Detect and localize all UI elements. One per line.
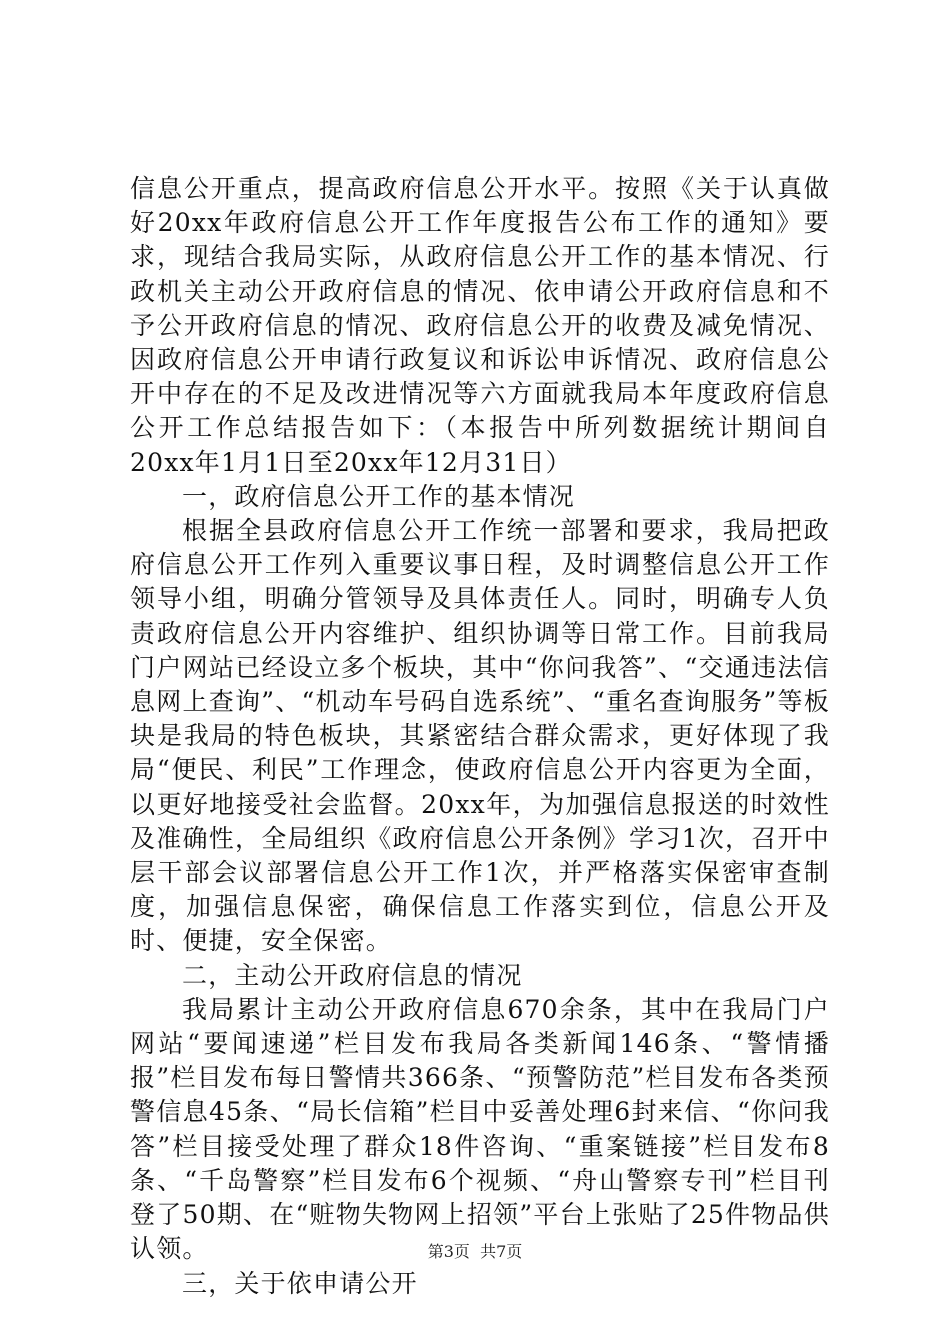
- page-footer: [0, 1242, 950, 1262]
- section-heading-1: 一，政府信息公开工作的基本情况: [182, 481, 576, 511]
- document-body: [130, 172, 830, 1301]
- paragraph-section-2: 我局累计主动公开政府信息670余条，其中在我局门户网站“要闻速递”栏目发布我局各类新闻146条、“警情播报”栏目发布每日警情共366条、“预警防范”栏目发布各类预警信息45条、“局长信箱”栏目中妥善处理6封来信、“你问我答”栏目接受处理了群众18件咨询、“重案链接”栏目发布8条、“千岛警察”栏目发布6个视频、“舟山警察专刊”栏目刊登了50期、在“赃物失物网上招领”平台上张贴了25件物品供认领。: [130, 994, 830, 1264]
- paragraph-section-1: 根据全县政府信息公开工作统一部署和要求，我局把政府信息公开工作列入重要议事日程，及时调整信息公开工作领导小组，明确分管领导及具体责任人。同时，明确专人负责政府信息公开内容维护、组织协调等日常工作。目前我局门户网站已经设立多个板块，其中“你问我答”、“交通违法信息网上查询”、“机动车号码自选系统”、“重名查询服务”等板块是我局的特色板块，其紧密结合群众需求，更好体现了我局“便民、利民”工作理念，使政府信息公开内容更为全面，以更好地接受社会监督。20xx年，为加强信息报送的时效性及准确性，全局组织《政府信息公开条例》学习1次，召开中层干部会议部署信息公开工作1次，并严格落实保密审查制度，加强信息保密，确保信息工作落实到位，信息公开及时、便捷，安全保密。: [130, 516, 830, 956]
- page-number: 第3页 共7页: [427, 1242, 523, 1261]
- section-heading-3: 三，关于依申请公开: [182, 1268, 418, 1298]
- section-heading-2: 二，主动公开政府信息的情况: [182, 960, 523, 990]
- paragraph-intro-continued: 信息公开重点，提高政府信息公开水平。按照《关于认真做好20xx年政府信息公开工作年度报告公布工作的通知》要求，现结合我局实际，从政府信息公开工作的基本情况、行政机关主动公开政府信息的情况、依申请公开政府信息和不予公开政府信息的情况、政府信息公开的收费及减免情况、因政府信息公开申请行政复议和诉讼申诉情况、政府信息公开中存在的不足及改进情况等六方面就我局本年度政府信息公开工作总结报告如下：（本报告中所列数据统计期间自20xx年1月1日至20xx年12月31日）: [130, 174, 830, 477]
